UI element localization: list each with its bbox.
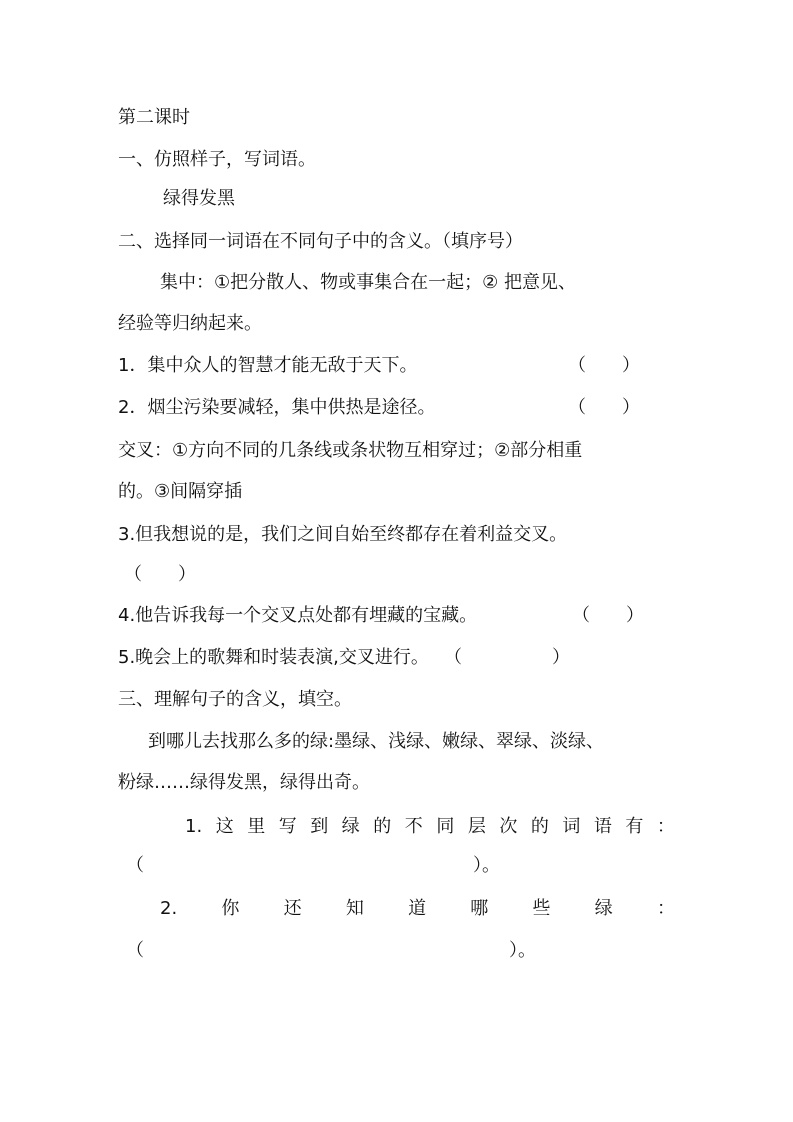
jizhong-definition: 集中：①把分散人、物或事集合在一起；② 把意见、 bbox=[160, 272, 576, 293]
q-char: ： bbox=[656, 816, 675, 837]
answer-blank-2[interactable]: （ ） bbox=[568, 397, 640, 418]
q-char: 还 bbox=[283, 898, 302, 919]
answer-open-1[interactable]: （ bbox=[126, 855, 144, 876]
answer-open-2[interactable]: （ bbox=[126, 940, 144, 961]
q-char: 词 bbox=[562, 816, 581, 837]
answer-blank-3[interactable]: （ ） bbox=[124, 564, 196, 585]
section2-heading: 二、选择同一词语在不同句子中的含义。（填序号） bbox=[118, 231, 523, 252]
jiaocha-definition: 交叉：①方向不同的几条线或条状物互相穿过；②部分相重 bbox=[118, 440, 583, 461]
jizhong-definition-cont: 经验等归纳起来。 bbox=[118, 313, 262, 334]
question-5: 5.晚会上的歌舞和时装表演,交叉进行。 bbox=[118, 647, 429, 668]
q-char: 些 bbox=[532, 898, 551, 919]
question-1: 1．集中众人的智慧才能无敌于天下。 bbox=[118, 355, 418, 376]
section1-heading: 一、仿照样子，写词语。 bbox=[118, 149, 316, 170]
q-char: 的 bbox=[373, 816, 392, 837]
passage: 到哪儿去找那么多的绿:墨绿、浅绿、嫩绿、翠绿、淡绿、 bbox=[148, 731, 605, 752]
q-char: 层 bbox=[467, 816, 486, 837]
q-char: 这 bbox=[215, 816, 234, 837]
section1-example: 绿得发黑 bbox=[163, 188, 235, 209]
q-char: 哪 bbox=[470, 898, 489, 919]
q-char: 2. bbox=[160, 898, 178, 919]
q-char: 1. bbox=[185, 816, 203, 837]
q-char: 有 bbox=[625, 816, 644, 837]
question-3: 3.但我想说的是，我们之间自始至终都存在着利益交叉。 bbox=[118, 524, 568, 545]
answer-blank-5-close: ） bbox=[552, 647, 570, 668]
q-char: 同 bbox=[436, 816, 455, 837]
q-char: 绿 bbox=[594, 898, 613, 919]
answer-blank-4[interactable]: （ ） bbox=[572, 605, 644, 626]
q-char: 不 bbox=[404, 816, 423, 837]
q-char: 到 bbox=[310, 816, 329, 837]
q-char: 知 bbox=[345, 898, 364, 919]
jiaocha-definition-cont: 的。③间隔穿插 bbox=[118, 481, 243, 502]
q-char: 写 bbox=[278, 816, 297, 837]
q-char: ： bbox=[656, 898, 675, 919]
answer-close-1: ）。 bbox=[473, 855, 500, 876]
q-char: 绿 bbox=[341, 816, 360, 837]
q-char: 的 bbox=[530, 816, 549, 837]
answer-blank-1[interactable]: （ ） bbox=[568, 355, 640, 376]
section3-question-2 bbox=[160, 898, 675, 920]
passage-cont: 粉绿……绿得发黑，绿得出奇。 bbox=[118, 772, 370, 793]
lesson-title: 第二课时 bbox=[118, 107, 190, 128]
q-char: 道 bbox=[408, 898, 427, 919]
answer-blank-5-open[interactable]: （ bbox=[444, 647, 462, 668]
q-char: 里 bbox=[247, 816, 266, 837]
answer-close-2: ）。 bbox=[509, 940, 536, 961]
q-char: 语 bbox=[593, 816, 612, 837]
section3-heading: 三、理解句子的含义，填空。 bbox=[118, 689, 352, 710]
q-char: 你 bbox=[221, 898, 240, 919]
q-char: 次 bbox=[499, 816, 518, 837]
question-4: 4.他告诉我每一个交叉点处都有埋藏的宝藏。 bbox=[118, 605, 478, 626]
section3-question-1 bbox=[185, 816, 675, 838]
question-2: 2．烟尘污染要减轻，集中供热是途径。 bbox=[118, 397, 436, 418]
